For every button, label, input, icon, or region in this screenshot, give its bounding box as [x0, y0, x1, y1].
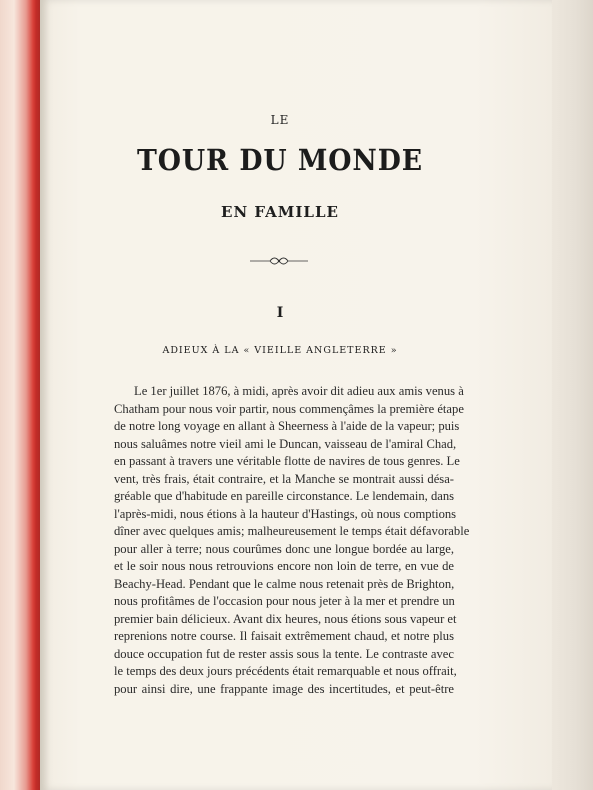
- text-line: reprenions notre course. Il faisait extrêmement chaud, et notre plus: [114, 629, 454, 643]
- body-paragraph: [114, 383, 470, 698]
- chapter-title: ADIEUX À LA « VIEILLE ANGLETERRE »: [162, 345, 398, 356]
- book-title: TOUR DU MONDE: [136, 143, 424, 177]
- title-prefix: LE: [270, 113, 290, 127]
- text-line: premier bain délicieux. Avant dix heures, nous étions sous vapeur et: [114, 611, 457, 626]
- text-line: gréable que d'habitude en pareille circonstance. Le lendemain, dans: [114, 489, 455, 503]
- text-line: Beachy-Head. Pendant que le calme nous retenait près de Brighton,: [114, 576, 455, 591]
- text-line: pour ainsi dire, une frappante image des incertitudes, et peut-être: [114, 681, 454, 696]
- text-line: et le soir nous nous retrouvions encore non loin de terre, en vue de: [114, 559, 454, 573]
- text-line: pour aller à terre; nous courûmes donc une longue bordée au large,: [114, 541, 454, 556]
- text-line: le temps des deux jours précédents était remarquable et nous offrait,: [114, 664, 457, 678]
- chapter-number: I: [276, 305, 284, 321]
- text-line: douce occupation fut de rester assis sous la tente. Le contraste avec: [114, 646, 454, 661]
- text-line: Chatham pour nous voir partir, nous commençâmes la première étape: [114, 401, 464, 416]
- text-line: en passant à travers une véritable flotte de navires de tous genres. Le: [114, 454, 460, 468]
- text-line: dîner avec quelques amis; malheureusement le temps était défavorable: [114, 524, 470, 538]
- text-line: l'après-midi, nous étions à la hauteur d'Hastings, où nous comptions: [114, 506, 457, 521]
- text-line: Le 1er juillet 1876, à midi, après avoir dit adieu aux amis venus à: [134, 384, 464, 398]
- text-line: nous saluâmes notre vieil ami le Duncan, vaisseau de l'amiral Chad,: [114, 436, 457, 451]
- ornament-divider-icon: [250, 255, 308, 267]
- text-line: de notre long voyage en allant à Sheerness à l'aide de la vapeur; puis: [114, 419, 460, 433]
- book-subtitle: EN FAMILLE: [221, 203, 339, 221]
- text-line: vent, très frais, était contraire, et la Manche se montrait aussi désa-: [114, 471, 454, 486]
- text-line: nous profitâmes de l'occasion pour nous jeter à la mer et prendre un: [114, 594, 455, 608]
